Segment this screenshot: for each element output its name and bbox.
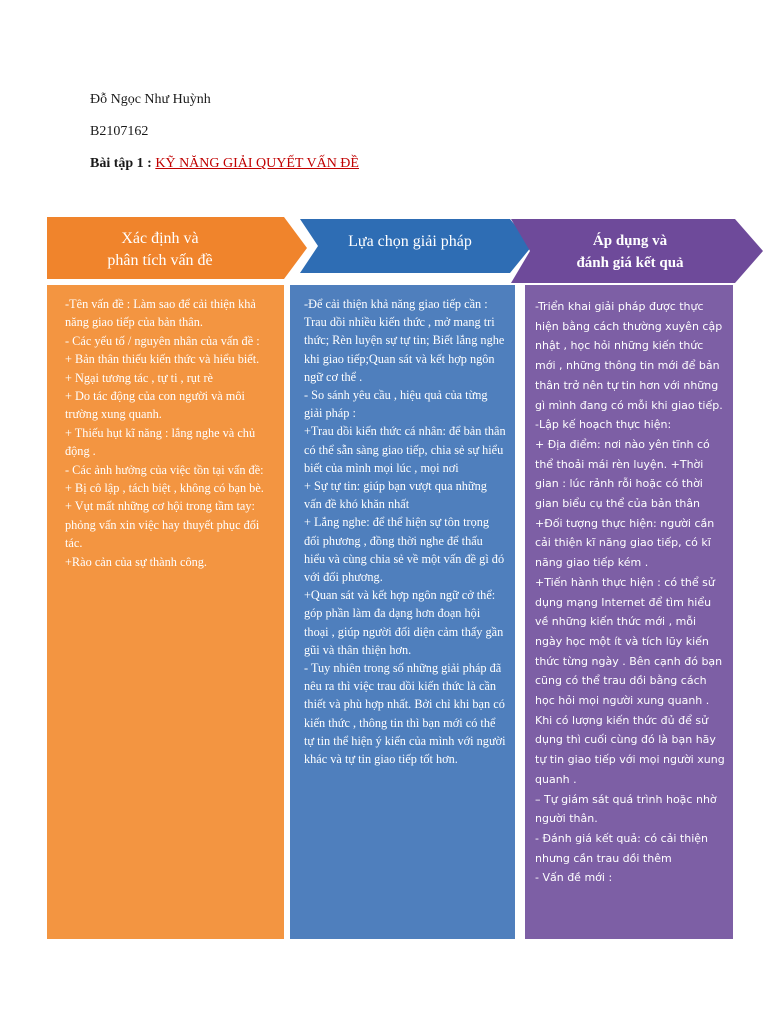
banner-step3-line2: đánh giá kết quả [576, 255, 684, 271]
banner-step2-label: Lựa chọn giải pháp [348, 233, 472, 250]
banner-step1-line1: Xác định và [121, 230, 199, 247]
title-prefix: Bài tập 1 : [90, 156, 152, 171]
column-solution: -Để cải thiện khả năng giao tiếp cần : Trau dồi nhiều kiến thức , mở mang tri thức; Rèn luyện sự tự tin; Biết lắng nghe khi giao tiếp;Quan sát và kết hợp ngôn ngữ cơ thể . - So sánh yêu cầu , hiệu quả của từng giải pháp : +Trau dồi kiến thức cá nhân: để bản thân có thể sẵn sàng giao tiếp, chia sẻ sự hiểu biết của mình mọi lúc , mọi nơi + Sự tự tin: giúp bạn vượt qua những vấn đề khó khăn nhất + Lắng nghe: để thể hiện sự tôn trọng đối phương , đồng thời nghe để thấu hiểu và cùng chia sẻ về một vấn đề gì đó với đối phương. +Quan sát và kết hợp ngôn ngữ cở thể: góp phần làm đa dạng hơn đoạn hội thoại , giúp người đối diện cảm thấy gần gũi và thân thiện hơn. - Tuy nhiên trong số những giải pháp đã nêu ra thì việc trau dồi kiến thức là cần thiết và phù hợp nhất. Bởi chỉ khi bạn có kiến thức , thông tin thì bạn mới có thể tự tin thể hiện ý kiến của mình với người khác và tự tin giao tiếp tốt hơn. [290, 285, 515, 939]
title-main: KỸ NĂNG GIẢI QUYẾT VẤN ĐỀ [155, 156, 359, 171]
column-analysis: -Tên vấn đề : Làm sao để cải thiện khả năng giao tiếp của bản thân. - Các yếu tố / nguyên nhân của vấn đề : + Bản thân thiếu kiến thức và hiểu biết. + Ngại tương tác , tự ti , rụt rè + Do tác động của con người và môi trường xung quanh. + Thiếu hụt kĩ năng : lắng nghe và chủ động . - Các ảnh hưởng của việc tồn tại vấn đề: + Bị cô lập , tách biệt , không có bạn bè. + Vụt mất những cơ hội trong tầm tay: phỏng vấn xin việc hay thuyết phục đối tác. +Rào cản của sự thành công. [47, 285, 284, 939]
banner-step3-label [530, 230, 730, 274]
column-evaluation: -Triển khai giải pháp được thực hiện bằng cách thường xuyên cập nhật , học hỏi những kiến thức mới , những thông tin mới để bản thân trở nên tự tin hơn với những gì mình đang có mỗi khi giao tiếp. -Lập kế hoạch thực hiện: + Địa điểm: nơi nào yên tĩnh có thể thoải mái rèn luyện. +Thời gian : lúc rảnh rỗi hoặc có thời gian biểu cụ thể của bản thân +Đối tượng thực hiện: người cần cải thiện kĩ năng giao tiếp, có kĩ năng giao tiếp kém . +Tiến hành thực hiện : có thể sử dụng mạng Internet để tìm hiểu về những kiến thức mới , mỗi ngày học một ít và tích lũy kiến thức từng ngày . Bên cạnh đó bạn cũng có thể trau dồi bằng cách học hỏi mọi người xung quanh . Khi có lượng kiến thức đủ để sử dụng thì cuối cùng đó là bạn hãy tự tin giao tiếp với mọi người xung quanh . – Tự giám sát quá trình hoặc nhờ người thân. - Đánh giá kết quả: có cải thiện nhưng cần trau dồi thêm - Vấn đề mới : [525, 285, 733, 939]
banner-step1-line2: phân tích vấn đề [107, 252, 213, 269]
banner-step3-line1: Áp dụng và [592, 233, 668, 249]
banner-step1-label [60, 228, 260, 272]
author-name: Đỗ Ngọc Như Huỳnh [90, 92, 211, 107]
student-id: B2107162 [90, 124, 149, 139]
